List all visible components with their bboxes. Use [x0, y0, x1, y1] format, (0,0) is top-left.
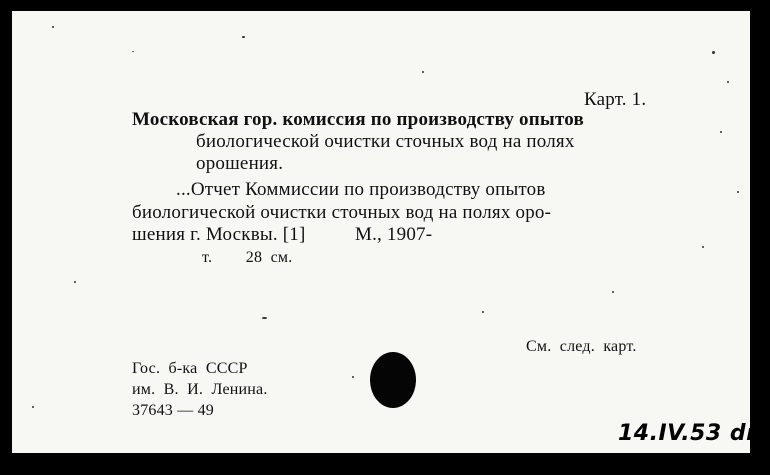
body-line-3: шения г. Москвы. [1] М., 1907-	[132, 224, 433, 245]
speck	[32, 406, 34, 408]
speck	[352, 376, 354, 378]
speck	[74, 281, 76, 283]
body-line-4: т. 28 см.	[202, 249, 293, 266]
catalog-card	[12, 11, 770, 453]
library-line-2: им. В. И. Ленина.	[132, 381, 268, 398]
body-line-1: ...Отчет Коммиссии по производству опытов	[176, 179, 546, 200]
speck	[52, 26, 54, 28]
library-line-1: Гос. б-ка СССР	[132, 360, 248, 377]
heading-line-3: орошения.	[196, 153, 284, 174]
speck	[712, 51, 715, 54]
heading-line-1: Московская гор. комиссия по производству опытов	[132, 109, 584, 130]
speck	[612, 291, 614, 293]
speck	[727, 81, 729, 83]
heading-line-2: биологической очистки сточных вод на полях	[196, 131, 575, 152]
speck	[422, 71, 424, 73]
see-next-card: См. след. карт.	[526, 338, 637, 355]
handwritten-date: 14.IV.53 dm	[618, 421, 770, 446]
speck	[132, 51, 134, 52]
punch-hole	[370, 352, 416, 408]
speck	[720, 131, 722, 133]
speck	[242, 36, 245, 38]
speck	[737, 191, 739, 193]
body-line-2: биологической очистки сточных вод на полях оро-	[132, 202, 552, 223]
speck	[702, 246, 704, 248]
speck	[262, 317, 267, 319]
library-line-3: 37643 — 49	[132, 402, 214, 419]
card-number: Карт. 1.	[584, 89, 647, 110]
speck	[482, 311, 484, 313]
